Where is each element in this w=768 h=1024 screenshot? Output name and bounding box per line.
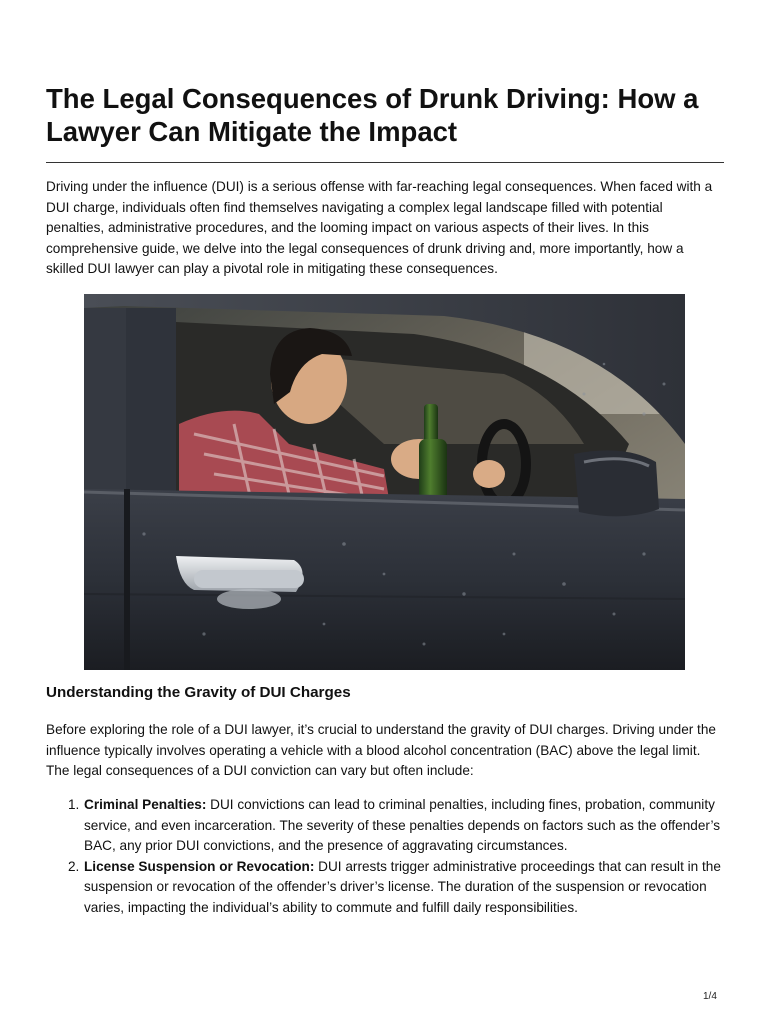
list-item-text: DUI arrests trigger administrative proceedings that can result in the suspension or revocation of the offender’s driver’s license. The duration of the suspension or revocation varies, impacting the individual’s ability to commute and fulfill daily responsibilities. bbox=[84, 858, 721, 915]
intro-paragraph: Driving under the influence (DUI) is a serious offense with far-reaching legal consequences. When faced with a DUI charge, individuals often find themselves navigating a complex legal landscape filled with potential penalties, administrative procedures, and the looming impact on various aspects of their lives. In this comprehensive guide, we delve into the legal consequences of drunk driving and, more importantly, how a skilled DUI lawyer can play a pivotal role in mitigating these consequences. bbox=[46, 179, 713, 277]
page-title: The Legal Consequences of Drunk Driving: How a Lawyer Can Mitigate the Impact bbox=[46, 83, 699, 147]
list-item-number: 2. bbox=[68, 858, 80, 874]
list-item-text: DUI convictions can lead to criminal penalties, including fines, probation, community service, and even incarceration. The severity of these penalties depends on factors such as the offender’s BAC, any prior DUI convictions, and the presence of aggravating circumstances. bbox=[84, 797, 721, 854]
page-number: 1/4 bbox=[703, 991, 717, 1002]
consequences-list bbox=[46, 795, 724, 919]
title-divider bbox=[46, 162, 724, 163]
list-item-number: 1. bbox=[68, 797, 80, 812]
list-item-term: License Suspension or Revocation: bbox=[84, 858, 315, 874]
list-item bbox=[46, 857, 724, 919]
section-paragraph: Before exploring the role of a DUI lawyer, it’s crucial to understand the gravity of DUI charges. Driving under the influence typically involves operating a vehicle with a blood alcohol concentration (BAC) above the legal limit. The legal consequences of a DUI conviction can vary but often include: bbox=[46, 722, 716, 779]
man-drinking-beer-in-car-photo bbox=[84, 294, 685, 670]
list-item-term: Criminal Penalties: bbox=[84, 797, 207, 812]
list-item bbox=[46, 795, 724, 857]
section-heading: Understanding the Gravity of DUI Charges bbox=[46, 684, 351, 701]
